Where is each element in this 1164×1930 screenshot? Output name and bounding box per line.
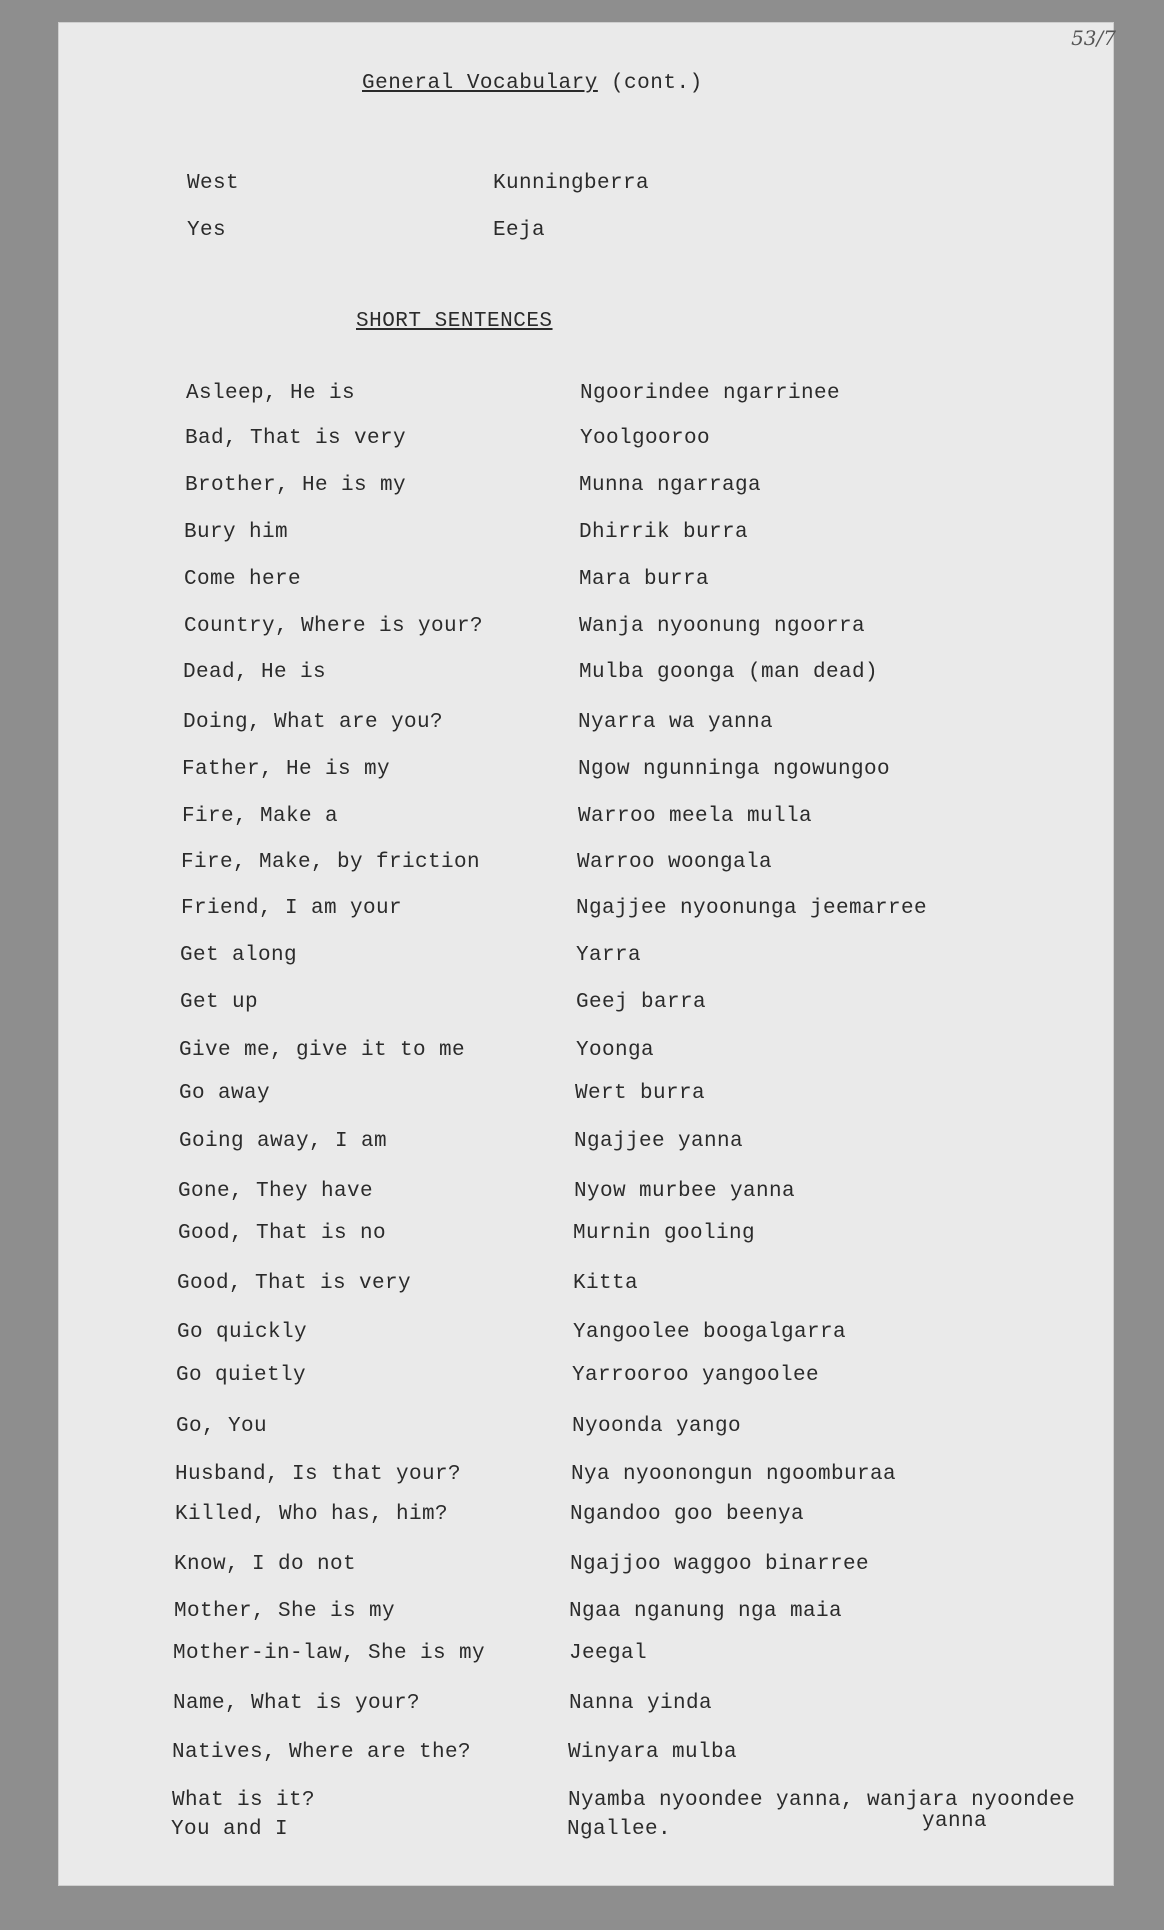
vocab-english: West — [187, 172, 240, 195]
sentence-aboriginal: Yoonga — [576, 1039, 655, 1062]
sentence-english: Bad, That is very — [185, 427, 407, 450]
sentence-english: Get along — [180, 944, 298, 967]
sentence-aboriginal: Nanna yinda — [569, 1692, 713, 1715]
sentence-aboriginal: Nya nyoonongun ngoomburaa — [571, 1463, 897, 1486]
sentence-english: Know, I do not — [174, 1553, 357, 1576]
sentence-english: Killed, Who has, him? — [175, 1503, 449, 1526]
sentence-aboriginal: Nyarra wa yanna — [578, 711, 774, 734]
sentence-english: Name, What is your? — [173, 1692, 421, 1715]
folio-number: 53/7 — [1071, 26, 1116, 50]
sentence-english: Mother-in-law, She is my — [173, 1642, 486, 1665]
sentence-aboriginal: Murnin gooling — [573, 1222, 756, 1245]
sentence-aboriginal: Nyamba nyoondee yanna, wanjara nyoondee — [568, 1789, 1076, 1812]
sentence-aboriginal: Dhirrik burra — [579, 521, 749, 544]
vocab-english: Yes — [187, 219, 227, 242]
sentence-english: Country, Where is your? — [184, 615, 484, 638]
continuation-text: yanna — [922, 1810, 988, 1833]
sentence-aboriginal: Ngaa nganung nga maia — [569, 1600, 843, 1623]
sentence-aboriginal: Wanja nyoonung ngoorra — [579, 615, 866, 638]
sentence-english: Go quickly — [177, 1321, 308, 1344]
sentence-aboriginal: Ngajjee nyoonunga jeemarree — [576, 897, 928, 920]
sentence-english: Good, That is no — [178, 1222, 387, 1245]
title-main: General Vocabulary — [362, 72, 598, 95]
sentence-english: Brother, He is my — [185, 474, 407, 497]
sentence-aboriginal: Ngow ngunninga ngowungoo — [578, 758, 891, 781]
sentence-english: Get up — [180, 991, 259, 1014]
sentence-aboriginal: Nyow murbee yanna — [574, 1180, 796, 1203]
sentence-aboriginal: Wert burra — [575, 1082, 706, 1105]
sentence-aboriginal: Yangoolee boogalgarra — [573, 1321, 847, 1344]
sentence-english: Friend, I am your — [181, 897, 403, 920]
section-heading: SHORT SENTENCES — [356, 310, 553, 333]
sentence-aboriginal: Jeegal — [569, 1642, 648, 1665]
sentence-english: Fire, Make, by friction — [181, 851, 481, 874]
sentence-aboriginal: Yoolgooroo — [580, 427, 711, 450]
sentence-aboriginal: Ngajjee yanna — [574, 1130, 744, 1153]
title-suffix: (cont.) — [610, 72, 703, 95]
sentence-english: Go quietly — [176, 1364, 307, 1387]
sentence-aboriginal: Munna ngarraga — [579, 474, 762, 497]
sentence-aboriginal: Ngallee. — [567, 1818, 672, 1841]
sentence-aboriginal: Ngoorindee ngarrinee — [580, 382, 841, 405]
page-title — [362, 72, 703, 95]
sentence-english: Gone, They have — [178, 1180, 374, 1203]
sentence-english: Bury him — [184, 521, 289, 544]
sentence-english: Natives, Where are the? — [172, 1741, 472, 1764]
vocab-aboriginal: Kunningberra — [493, 172, 650, 195]
sentence-english: Mother, She is my — [174, 1600, 396, 1623]
sentence-aboriginal: Ngandoo goo beenya — [570, 1503, 805, 1526]
sentence-english: You and I — [171, 1818, 289, 1841]
sentence-english: Go, You — [176, 1415, 268, 1438]
sentence-aboriginal: Warroo woongala — [577, 851, 773, 874]
sentence-english: Dead, He is — [183, 661, 327, 684]
sentence-english: Give me, give it to me — [179, 1039, 466, 1062]
sentence-english: Father, He is my — [182, 758, 391, 781]
sentence-english: Husband, Is that your? — [175, 1463, 462, 1486]
sentence-aboriginal: Mulba goonga (man dead) — [579, 661, 879, 684]
sentence-aboriginal: Mara burra — [579, 568, 710, 591]
vocab-aboriginal: Eeja — [493, 219, 546, 242]
sentence-aboriginal: Ngajjoo waggoo binarree — [570, 1553, 870, 1576]
sentence-aboriginal: Warroo meela mulla — [578, 805, 813, 828]
sentence-aboriginal: Nyoonda yango — [572, 1415, 742, 1438]
sentence-english: Come here — [184, 568, 302, 591]
sentence-aboriginal: Kitta — [573, 1272, 639, 1295]
sentence-english: What is it? — [172, 1789, 316, 1812]
sentence-english: Go away — [179, 1082, 271, 1105]
sentence-aboriginal: Geej barra — [576, 991, 707, 1014]
sentence-aboriginal: Yarra — [576, 944, 642, 967]
sentence-english: Going away, I am — [179, 1130, 388, 1153]
sentence-aboriginal: Yarrooroo yangoolee — [572, 1364, 820, 1387]
sentence-english: Fire, Make a — [182, 805, 339, 828]
sentence-english: Doing, What are you? — [183, 711, 444, 734]
sentence-english: Good, That is very — [177, 1272, 412, 1295]
sentence-english: Asleep, He is — [186, 382, 356, 405]
sentence-aboriginal: Winyara mulba — [568, 1741, 738, 1764]
